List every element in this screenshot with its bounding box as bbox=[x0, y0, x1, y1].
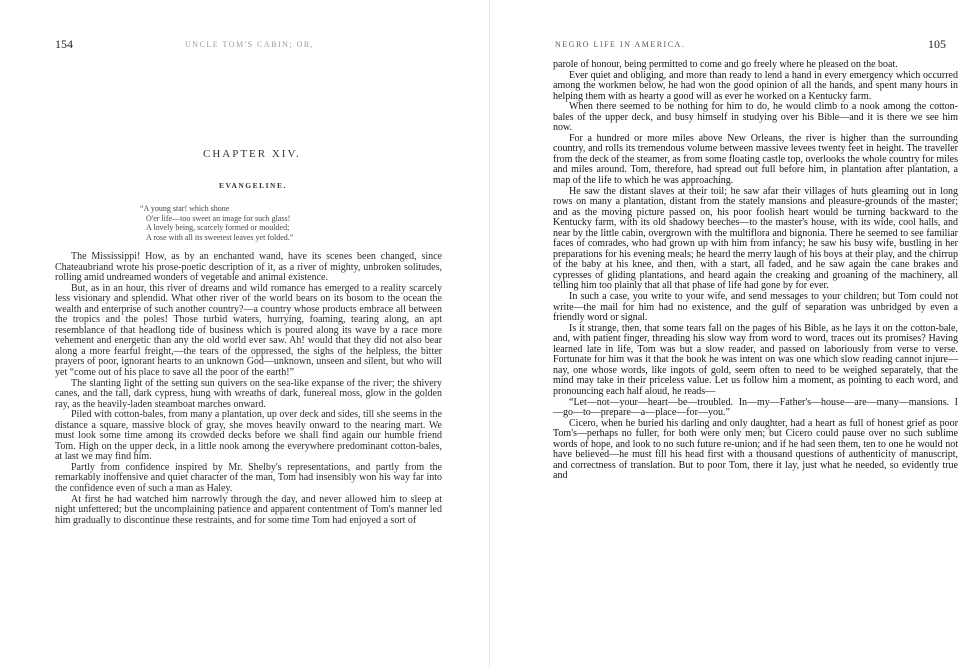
running-head-left: UNCLE TOM'S CABIN; OR, bbox=[185, 40, 315, 49]
epigraph bbox=[140, 204, 293, 242]
scripture-quote: “Let—not—your—heart—be—troubled. In—my—Father's—house—are—many—mansions. I—go—to—prepare—a—place—for—you.” bbox=[553, 396, 958, 419]
running-head-right: NEGRO LIFE IN AMERICA. bbox=[555, 40, 686, 49]
paragraph: Partly from confidence inspired by Mr. Shelby's representations, and partly from the remarkably inoffensive and quiet character of the man, Tom had insensibly won his way far into the confidence even of such a man as Haley. bbox=[55, 461, 442, 495]
paragraph: But, as in an hour, this river of dreams and wild romance has emerged to a reality scarcely less visionary and splendid. What other river of the world bears on its bosom to the ocean the wealth and enterprise of such another country?—a country whose products embrace all between the tropics and the poles! Those turbid waters, hurrying, foaming, tearing along, an apt resemblance of that headlong tide of business which is poured along its wave by a race more vehement and energetic than any the old world ever saw. Ah! would that they did not also bear along a more fearful freight,—the tears of the oppressed, the sighs of the helpless, the bitter prayers of poor, ignorant hearts to an unknown God—unknown, unseen and silent, but who will yet “come out of his place to save all the poor of the earth!” bbox=[55, 282, 442, 379]
paragraph: Cicero, when he buried his darling and only daughter, had a heart as full of honest grief as poor Tom's—perhaps no fuller, for both were only men; but Cicero could pause over no such sublime words of hope, and look to no such future re-union; and if he had seen them, ten to one he would not have believed—he must fill his head first with a thousand questions of authenticity of manuscript, and correctness of translation. But to poor Tom, there it lay, just what he needed, so evidently true and bbox=[553, 417, 958, 482]
page-number-right: 105 bbox=[928, 37, 946, 51]
left-page bbox=[0, 0, 488, 667]
paragraph: The Mississippi! How, as by an enchanted wand, have its scenes been changed, since Chateaubriand wrote his prose-poetic description of it, as a river of mighty, unbroken solitudes, rolling amid undreamed wonders of vegetable and animal existence. bbox=[55, 251, 442, 284]
page-number-left: 154 bbox=[55, 37, 73, 51]
paragraph: For a hundred or more miles above New Orleans, the river is higher than the surrounding country, and rolls its tremendous volume between massive levees twenty feet in height. The traveller from the deck of the steamer, as from some floating castle top, overlooks the whole country for miles and miles around. Tom, therefore, had spread out full before him, in plantation after plantation, a map of the life to which he was approaching. bbox=[553, 132, 958, 187]
chapter-heading: CHAPTER XIV. bbox=[203, 148, 301, 160]
right-page bbox=[490, 0, 980, 667]
paragraph: Is it strange, then, that some tears fall on the pages of his Bible, as he lays it on the cotton-bale, and, with patient finger, threading his slow way from word to word, traces out its promises? Having learned late in life, Tom was but a slow reader, and passed on laboriously from verse to verse. Fortunate for him was it that the book he was intent on was one which slow reading cannot injure—nay, one whose words, like ingots of gold, seem often to need to be weighed separately, that the mind may take in their priceless value. Let us follow him a moment, as pointing to each word, and pronouncing each half aloud, he reads— bbox=[553, 322, 958, 397]
paragraph: The slanting light of the setting sun quivers on the sea-like expanse of the river; the shivery canes, and the tall, dark cypress, hung with wreaths of dark, funereal moss, glow in the golden ray, as the heavily-laden steamboat marches onward. bbox=[55, 377, 442, 410]
chapter-title: EVANGELINE. bbox=[219, 181, 287, 190]
epigraph-line: A rose with all its sweetest leaves yet folded.” bbox=[146, 232, 294, 242]
paragraph: parole of honour, being permitted to come and go freely where he pleased on the boat. bbox=[553, 59, 898, 70]
right-body-text bbox=[553, 60, 958, 482]
epigraph-line: A lovely being, scarcely formed or moulded; bbox=[146, 223, 290, 232]
paragraph: Ever quiet and obliging, and more than ready to lend a hand in every emergency which occurred among the workmen below, he had won the good opinion of all the hands, and spent many hours in helping them with as hearty a good will as ever he worked on a Kentucky farm. bbox=[553, 69, 958, 102]
epigraph-line: “A young star! which shone bbox=[140, 204, 230, 213]
paragraph: In such a case, you write to your wife, and send messages to your children; but Tom could not write—the mail for him had no existence, and the gulf of separation was unbridged by even a friendly word or signal. bbox=[553, 291, 958, 324]
left-body-text bbox=[55, 252, 442, 526]
paragraph: He saw the distant slaves at their toil; he saw afar their villages of huts gleaming out in long rows on many a plantation, distant from the stately mansions and pleasure-grounds of the master; and as the moving picture passed on, his poor foolish heart would be turning backward to the Kentucky farm, with its old shadowy beeches—to the master's house, with its wide, cool halls, and near by the little cabin, overgrown with the multiflora and bignonia. There he seemed to see familiar faces of comrades, who had grown up with him from infancy; he saw his busy wife, bustling in her preparations for his evening meals; he heard the merry laugh of his boys at their play, and the chirrup of the baby at his knee, and then, with a start, all faded, and he saw again the cane brakes and cypresses of gliding plantations, and heard again the creaking and groaning of the machinery, all telling him too plainly that all that phase of life had gone by for ever. bbox=[553, 185, 958, 292]
epigraph-line: O'er life—too sweet an image for such glass! bbox=[146, 213, 291, 223]
paragraph: When there seemed to be nothing for him to do, he would climb to a nook among the cotton-bales of the upper deck, and busy himself in studying over his Bible—and it is there we see him now. bbox=[553, 101, 958, 134]
paragraph: Piled with cotton-bales, from many a plantation, up over deck and sides, till she seems in the distance a square, massive block of gray, she moves heavily onward to the nearing mart. We must look some time among its crowded decks before we shall find again our humble friend Tom. High on the upper deck, in a little nook among the everywhere predominant cotton-bales, at last we may find him. bbox=[55, 409, 442, 463]
paragraph: At first he had watched him narrowly through the day, and never allowed him to sleep at night unfettered; but the uncomplaining patience and apparent contentment of Tom's manner led him gradually to discontinue these restraints, and for some time Tom had enjoyed a sort of bbox=[55, 493, 442, 526]
